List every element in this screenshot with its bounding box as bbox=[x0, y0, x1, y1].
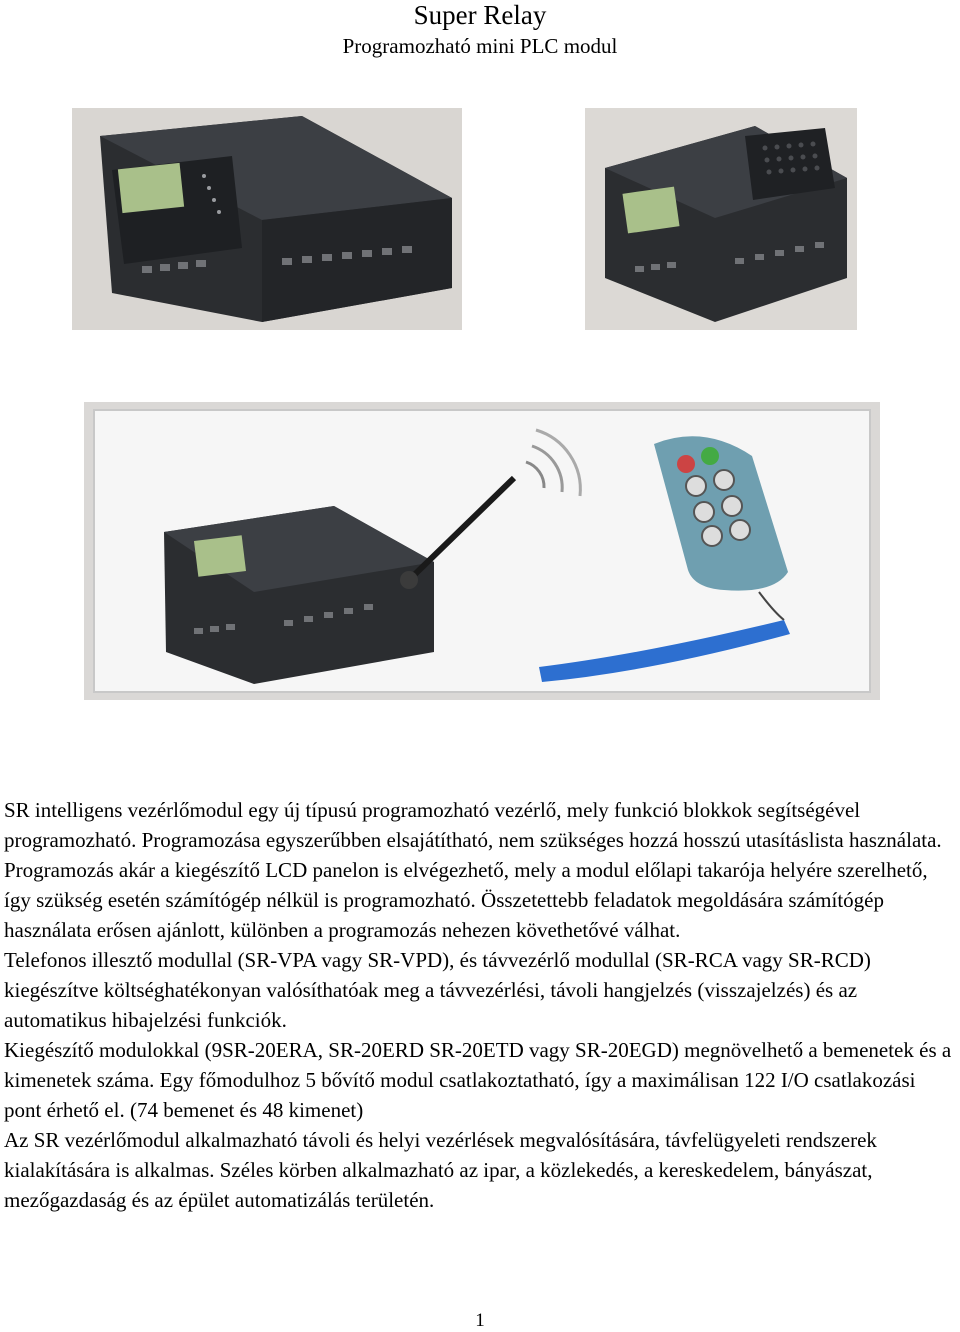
photo-plc-with-expansion bbox=[72, 108, 462, 330]
page-title: Super Relay bbox=[413, 0, 547, 30]
photo-plc-with-remote-control bbox=[84, 402, 880, 700]
paragraph-telephone-remote: Telefonos illesztő modullal (SR-VPA vagy SR-VPD), és távvezérlő modullal (SR-RCA vagy SR-RCD) kiegészítve költséghatékonyan valósíthatóak meg a távvezérlési, távoli hangjelzés (visszajelzés) és az automatikus hibajelzési funkciók. bbox=[4, 948, 871, 1032]
page-subtitle: Programozható mini PLC modul bbox=[342, 34, 618, 58]
page-number: 1 bbox=[475, 1310, 485, 1331]
photo-plc-with-speaker bbox=[585, 108, 857, 330]
body-text bbox=[4, 795, 956, 1215]
paragraph-expansion-modules: Kiegészítő modulokkal (9SR-20ERA, SR-20ERD SR-20ETD vagy SR-20EGD) megnövelhető a bemenetek és a kimenetek száma. Egy főmodulhoz 5 bővítő modul csatlakoztatható, így a maximálisan 122 I/O csatlakozási pont érhető el. (74 bemenet és 48 kimenet) bbox=[4, 1038, 952, 1122]
paragraph-applications: Az SR vezérlőmodul alkalmazható távoli és helyi vezérlések megvalósítására, távfelügyeleti rendszerek kialakítására is alkalmas. Széles körben alkalmazható az ipar, a közlekedés, a kereskedelem, bányászat, mezőgazdaság és az épület automatizálás területén. bbox=[4, 1128, 877, 1212]
paragraph-intro: SR intelligens vezérlőmodul egy új típusú programozható vezérlő, mely funkció blokkok segítségével programozható. Programozása egyszerűbben elsajátítható, nem szükséges hozzá hosszú utasításlista használata. Programozás akár a kiegészítő LCD panelon is elvégezhető, mely a modul előlapi takarója helyére szerelhető, így szükség esetén számítógép nélkül is programozható. Összetettebb feladatok megoldására számítógép használata erősen ajánlott, különben a programozás nehezen követhetővé válhat. bbox=[4, 798, 942, 942]
